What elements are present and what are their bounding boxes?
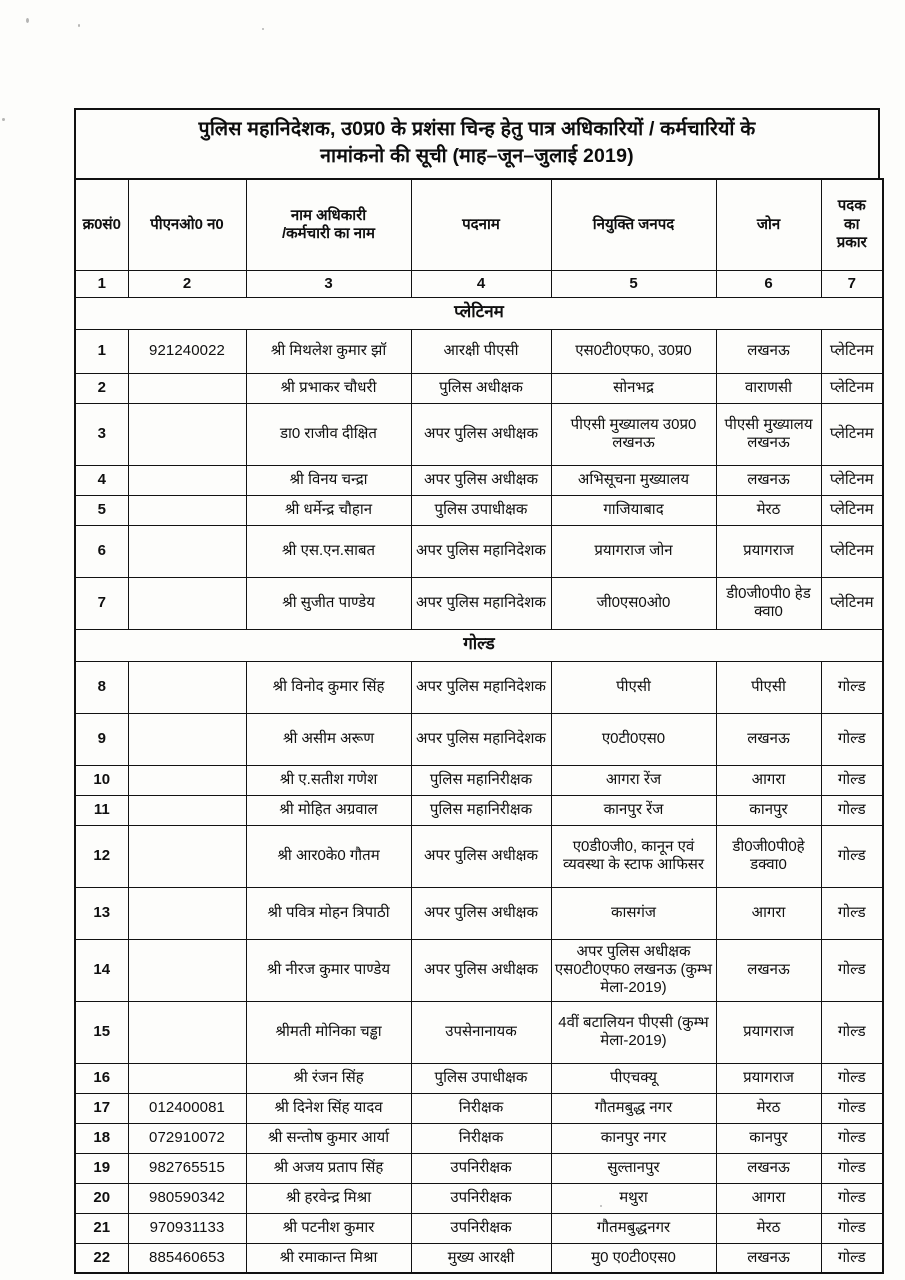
cell-medal-type: प्लेटिनम <box>821 403 883 465</box>
cell-name: श्री अजय प्रताप सिंह <box>246 1153 411 1183</box>
cell-pno <box>128 765 246 795</box>
cell-posting: कासगंज <box>551 887 716 939</box>
cell-medal-type: गोल्ड <box>821 1213 883 1243</box>
cell-designation: आरक्षी पीएसी <box>411 329 551 373</box>
nomination-table <box>74 178 884 1275</box>
cell-designation: अपर पुलिस अधीक्षक <box>411 403 551 465</box>
cell-zone: लखनऊ <box>716 465 821 495</box>
section-header-row <box>75 629 883 661</box>
cell-designation: मुख्य आरक्षी <box>411 1243 551 1273</box>
cell-posting: गाजियाबाद <box>551 495 716 525</box>
cell-name: श्री दिनेश सिंह यादव <box>246 1093 411 1123</box>
cell-serial: 3 <box>75 403 128 465</box>
cell-serial: 2 <box>75 373 128 403</box>
cell-designation: निरीक्षक <box>411 1093 551 1123</box>
cell-pno <box>128 525 246 577</box>
cell-designation: अपर पुलिस महानिदेशक <box>411 713 551 765</box>
cell-designation: उपनिरीक्षक <box>411 1153 551 1183</box>
cell-pno <box>128 795 246 825</box>
cell-pno: 921240022 <box>128 329 246 373</box>
cell-posting: पीएसी मुख्यालय उ0प्र0 लखनऊ <box>551 403 716 465</box>
cell-name: श्री विनय चन्द्रा <box>246 465 411 495</box>
title-line-2: नामांकनो की सूची (माह–जून–जुलाई 2019) <box>320 144 634 167</box>
cell-pno <box>128 373 246 403</box>
cell-pno: 980590342 <box>128 1183 246 1213</box>
table-row <box>75 1001 883 1063</box>
cell-posting: गौतमबुद्ध नगर <box>551 1093 716 1123</box>
cell-designation: अपर पुलिस महानिदेशक <box>411 661 551 713</box>
cell-zone: लखनऊ <box>716 939 821 1001</box>
col-number-1: 1 <box>75 270 128 297</box>
cell-zone: मेरठ <box>716 1213 821 1243</box>
cell-zone: वाराणसी <box>716 373 821 403</box>
cell-zone: पीएसी मुख्यालय लखनऊ <box>716 403 821 465</box>
cell-pno <box>128 661 246 713</box>
cell-serial: 6 <box>75 525 128 577</box>
col-header-medal-line1: पदक <box>837 197 866 215</box>
cell-designation: पुलिस अधीक्षक <box>411 373 551 403</box>
cell-designation: पुलिस उपाधीक्षक <box>411 1063 551 1093</box>
table-row <box>75 939 883 1001</box>
cell-pno <box>128 713 246 765</box>
cell-posting: कानपुर रेंज <box>551 795 716 825</box>
cell-medal-type: गोल्ड <box>821 1153 883 1183</box>
col-header-designation: पदनाम <box>411 179 551 271</box>
table-row <box>75 1213 883 1243</box>
col-header-medal-line3: प्रकार <box>836 233 867 251</box>
cell-medal-type: गोल्ड <box>821 1001 883 1063</box>
cell-medal-type: गोल्ड <box>821 765 883 795</box>
cell-pno: 982765515 <box>128 1153 246 1183</box>
cell-posting: कानपुर नगर <box>551 1123 716 1153</box>
cell-posting: सुल्तानपुर <box>551 1153 716 1183</box>
cell-zone: कानपुर <box>716 1123 821 1153</box>
cell-name: श्री हरवेन्द्र मिश्रा <box>246 1183 411 1213</box>
cell-zone: लखनऊ <box>716 1153 821 1183</box>
cell-serial: 12 <box>75 825 128 887</box>
cell-medal-type: गोल्ड <box>821 1093 883 1123</box>
cell-zone: कानपुर <box>716 795 821 825</box>
cell-posting: मथुरा <box>551 1183 716 1213</box>
cell-serial: 21 <box>75 1213 128 1243</box>
col-number-3: 3 <box>246 270 411 297</box>
cell-zone: लखनऊ <box>716 329 821 373</box>
scan-speckle <box>78 24 80 27</box>
cell-name: श्री प्रभाकर चौधरी <box>246 373 411 403</box>
cell-serial: 14 <box>75 939 128 1001</box>
cell-name: श्री आर0के0 गौतम <box>246 825 411 887</box>
cell-designation: पुलिस महानिरीक्षक <box>411 795 551 825</box>
cell-zone: डी0जी0पी0हे डक्वा0 <box>716 825 821 887</box>
cell-pno <box>128 465 246 495</box>
cell-posting: पीएसी <box>551 661 716 713</box>
cell-designation: अपर पुलिस अधीक्षक <box>411 825 551 887</box>
col-number-2: 2 <box>128 270 246 297</box>
cell-designation: पुलिस उपाधीक्षक <box>411 495 551 525</box>
cell-serial: 19 <box>75 1153 128 1183</box>
cell-posting: आगरा रेंज <box>551 765 716 795</box>
cell-pno: 970931133 <box>128 1213 246 1243</box>
table-row <box>75 495 883 525</box>
scan-speckle <box>2 118 5 121</box>
col-number-5: 5 <box>551 270 716 297</box>
cell-posting: अपर पुलिस अधीक्षक एस0टी0एफ0 लखनऊ (कुम्भ मेला-2019) <box>551 939 716 1001</box>
table-row <box>75 373 883 403</box>
table-row <box>75 795 883 825</box>
cell-posting: पीएचक्यू <box>551 1063 716 1093</box>
table-row <box>75 403 883 465</box>
cell-serial: 1 <box>75 329 128 373</box>
cell-pno: 072910072 <box>128 1123 246 1153</box>
cell-pno <box>128 1001 246 1063</box>
cell-pno <box>128 939 246 1001</box>
table-header-row <box>75 179 883 271</box>
cell-medal-type: प्लेटिनम <box>821 373 883 403</box>
table-row <box>75 1093 883 1123</box>
cell-name: श्री मोहित अग्रवाल <box>246 795 411 825</box>
cell-medal-type: गोल्ड <box>821 713 883 765</box>
cell-name: श्री पटनीश कुमार <box>246 1213 411 1243</box>
col-header-name <box>246 179 411 271</box>
cell-name: श्री नीरज कुमार पाण्डेय <box>246 939 411 1001</box>
cell-medal-type: प्लेटिनम <box>821 465 883 495</box>
cell-zone: प्रयागराज <box>716 1063 821 1093</box>
cell-zone: आगरा <box>716 1183 821 1213</box>
cell-serial: 7 <box>75 577 128 629</box>
cell-designation: उपसेनानायक <box>411 1001 551 1063</box>
section-label: प्लेटिनम <box>75 297 883 329</box>
section-header-row <box>75 297 883 329</box>
col-header-medal-type <box>821 179 883 271</box>
col-header-name-line1: नाम अधिकारी <box>290 206 367 224</box>
cell-name: श्री रमाकान्त मिश्रा <box>246 1243 411 1273</box>
cell-name: श्री सुजीत पाण्डेय <box>246 577 411 629</box>
cell-pno <box>128 887 246 939</box>
cell-pno: 012400081 <box>128 1093 246 1123</box>
col-number-6: 6 <box>716 270 821 297</box>
cell-designation: अपर पुलिस अधीक्षक <box>411 887 551 939</box>
cell-serial: 8 <box>75 661 128 713</box>
cell-name: श्री रंजन सिंह <box>246 1063 411 1093</box>
cell-zone: प्रयागराज <box>716 1001 821 1063</box>
scan-speckle <box>26 18 29 23</box>
cell-zone: मेरठ <box>716 495 821 525</box>
cell-serial: 22 <box>75 1243 128 1273</box>
col-header-pno: पीएनओ0 न0 <box>128 179 246 271</box>
table-row <box>75 661 883 713</box>
cell-name: श्री विनोद कुमार सिंह <box>246 661 411 713</box>
cell-medal-type: गोल्ड <box>821 939 883 1001</box>
cell-zone: लखनऊ <box>716 713 821 765</box>
cell-posting: गौतमबुद्धनगर <box>551 1213 716 1243</box>
table-row <box>75 713 883 765</box>
col-header-name-line2: /कर्मचारी का नाम <box>281 224 375 242</box>
cell-designation: उपनिरीक्षक <box>411 1183 551 1213</box>
cell-serial: 16 <box>75 1063 128 1093</box>
table-row <box>75 1183 883 1213</box>
cell-medal-type: गोल्ड <box>821 1063 883 1093</box>
title-line-1: पुलिस महानिदेशक, उ0प्र0 के प्रशंसा चिन्ह हेतु पात्र अधिकारियों / कर्मचारियों के <box>198 118 756 140</box>
col-number-7: 7 <box>821 270 883 297</box>
cell-medal-type: गोल्ड <box>821 1243 883 1273</box>
cell-posting: मु0 ए0टी0एस0 <box>551 1243 716 1273</box>
cell-name: श्री धर्मेन्द्र चौहान <box>246 495 411 525</box>
cell-medal-type: गोल्ड <box>821 1183 883 1213</box>
cell-designation: पुलिस महानिरीक्षक <box>411 765 551 795</box>
cell-designation: अपर पुलिस महानिदेशक <box>411 577 551 629</box>
cell-medal-type: प्लेटिनम <box>821 525 883 577</box>
cell-posting: ए0टी0एस0 <box>551 713 716 765</box>
cell-designation: अपर पुलिस महानिदेशक <box>411 525 551 577</box>
cell-name: श्री ए.सतीश गणेश <box>246 765 411 795</box>
table-row <box>75 525 883 577</box>
table-row <box>75 329 883 373</box>
cell-medal-type: प्लेटिनम <box>821 495 883 525</box>
cell-posting: प्रयागराज जोन <box>551 525 716 577</box>
cell-name: श्री एस.एन.साबत <box>246 525 411 577</box>
table-row <box>75 1063 883 1093</box>
cell-designation: निरीक्षक <box>411 1123 551 1153</box>
table-row <box>75 1243 883 1273</box>
cell-medal-type: प्लेटिनम <box>821 329 883 373</box>
cell-name: श्री सन्तोष कुमार आर्या <box>246 1123 411 1153</box>
cell-name: श्री असीम अरूण <box>246 713 411 765</box>
cell-zone: लखनऊ <box>716 1243 821 1273</box>
cell-medal-type: गोल्ड <box>821 661 883 713</box>
cell-serial: 11 <box>75 795 128 825</box>
document-sheet <box>74 108 880 1274</box>
cell-medal-type: गोल्ड <box>821 825 883 887</box>
cell-zone: आगरा <box>716 887 821 939</box>
scan-speckle <box>262 28 264 30</box>
cell-name: श्री पवित्र मोहन त्रिपाठी <box>246 887 411 939</box>
cell-serial: 15 <box>75 1001 128 1063</box>
cell-serial: 20 <box>75 1183 128 1213</box>
table-row <box>75 1153 883 1183</box>
cell-pno <box>128 495 246 525</box>
col-header-serial: क्र0सं0 <box>75 179 128 271</box>
table-row <box>75 1123 883 1153</box>
cell-zone: मेरठ <box>716 1093 821 1123</box>
cell-posting: एस0टी0एफ0, उ0प्र0 <box>551 329 716 373</box>
cell-posting: अभिसूचना मुख्यालय <box>551 465 716 495</box>
cell-zone: प्रयागराज <box>716 525 821 577</box>
cell-posting: 4वीं बटालियन पीएसी (कुम्भ मेला-2019) <box>551 1001 716 1063</box>
cell-pno <box>128 403 246 465</box>
cell-medal-type: प्लेटिनम <box>821 577 883 629</box>
cell-posting: जी0एस0ओ0 <box>551 577 716 629</box>
cell-medal-type: गोल्ड <box>821 795 883 825</box>
cell-pno <box>128 1063 246 1093</box>
table-row <box>75 577 883 629</box>
section-label: गोल्ड <box>75 629 883 661</box>
column-number-row <box>75 270 883 297</box>
cell-medal-type: गोल्ड <box>821 887 883 939</box>
cell-posting: सोनभद्र <box>551 373 716 403</box>
table-row <box>75 765 883 795</box>
cell-serial: 17 <box>75 1093 128 1123</box>
cell-pno <box>128 577 246 629</box>
cell-zone: पीएसी <box>716 661 821 713</box>
cell-designation: अपर पुलिस अधीक्षक <box>411 465 551 495</box>
cell-name: श्री मिथलेश कुमार झॉ <box>246 329 411 373</box>
table-row <box>75 465 883 495</box>
cell-pno: 885460653 <box>128 1243 246 1273</box>
cell-serial: 4 <box>75 465 128 495</box>
cell-zone: डी0जी0पी0 हेड क्वा0 <box>716 577 821 629</box>
cell-designation: उपनिरीक्षक <box>411 1213 551 1243</box>
table-row <box>75 887 883 939</box>
col-number-4: 4 <box>411 270 551 297</box>
cell-serial: 9 <box>75 713 128 765</box>
cell-designation: अपर पुलिस अधीक्षक <box>411 939 551 1001</box>
cell-medal-type: गोल्ड <box>821 1123 883 1153</box>
cell-serial: 13 <box>75 887 128 939</box>
cell-serial: 18 <box>75 1123 128 1153</box>
col-header-medal-line2: का <box>844 215 860 233</box>
cell-name: डा0 राजीव दीक्षित <box>246 403 411 465</box>
cell-name: श्रीमती मोनिका चड्ढा <box>246 1001 411 1063</box>
document-title <box>74 108 880 178</box>
table-body <box>75 297 883 1273</box>
cell-serial: 10 <box>75 765 128 795</box>
table-row <box>75 825 883 887</box>
cell-pno <box>128 825 246 887</box>
cell-posting: ए0डी0जी0, कानून एवं व्यवस्था के स्टाफ आफिसर <box>551 825 716 887</box>
cell-serial: 5 <box>75 495 128 525</box>
col-header-zone: जोन <box>716 179 821 271</box>
col-header-posting: नियुक्ति जनपद <box>551 179 716 271</box>
cell-zone: आगरा <box>716 765 821 795</box>
